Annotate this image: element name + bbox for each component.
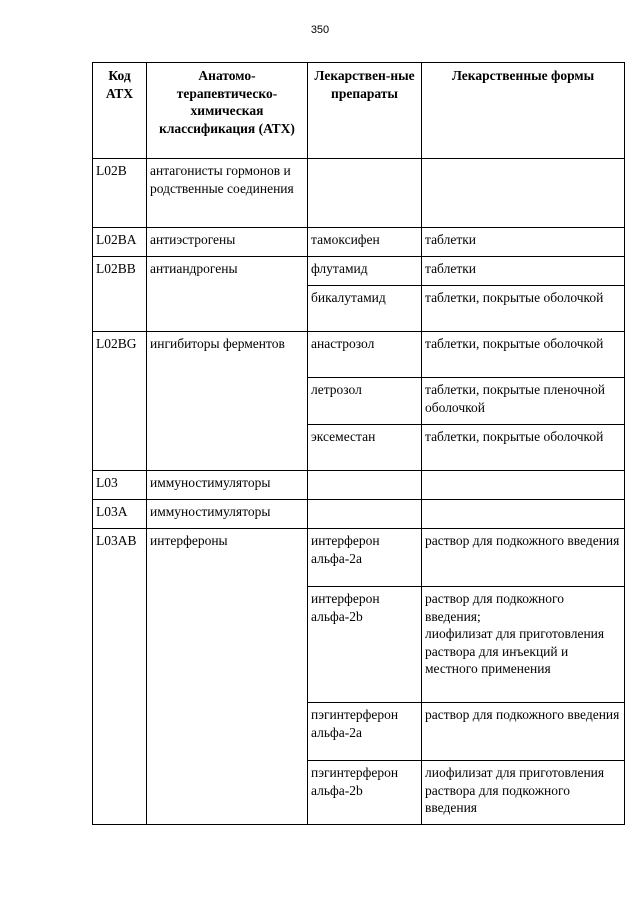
cell-form: лиофилизат для приготовления раствора для подкожного введения	[422, 761, 625, 825]
header-code: Код АТХ	[93, 63, 147, 159]
cell-drug: пэгинтерферон альфа-2b	[308, 761, 422, 825]
cell-code: L02BA	[93, 228, 147, 257]
cell-drug: летрозол	[308, 378, 422, 425]
cell-form: таблетки, покрытые оболочкой	[422, 286, 625, 332]
cell-drug: анастрозол	[308, 332, 422, 378]
header-row	[93, 63, 625, 159]
cell-drug: интерферон альфа-2b	[308, 587, 422, 703]
table-row	[93, 332, 625, 378]
cell-form	[422, 587, 625, 703]
page-number: 350	[310, 24, 330, 36]
cell-classification: интерфероны	[147, 529, 308, 825]
cell-code: L02B	[93, 159, 147, 228]
cell-drug: бикалутамид	[308, 286, 422, 332]
cell-drug	[308, 500, 422, 529]
header-classification: Анатомо-терапевтическо-химическая классификация (АТХ)	[147, 63, 308, 159]
cell-drug	[308, 471, 422, 500]
form-line: лиофилизат для приготовления раствора для инъекций и местного применения	[425, 626, 605, 676]
cell-code: L03A	[93, 500, 147, 529]
cell-classification: иммуностимуляторы	[147, 471, 308, 500]
cell-classification: иммуностимуляторы	[147, 500, 308, 529]
cell-form: таблетки, покрытые пленочной оболочкой	[422, 378, 625, 425]
cell-code: L02BB	[93, 257, 147, 332]
cell-classification: антиандрогены	[147, 257, 308, 332]
header-drugs: Лекарствен-ные препараты	[308, 63, 422, 159]
cell-classification: антиэстрогены	[147, 228, 308, 257]
form-line: раствор для подкожного введения;	[425, 591, 564, 624]
cell-classification: антагонисты гормонов и родственные соединения	[147, 159, 308, 228]
cell-form: таблетки, покрытые оболочкой	[422, 425, 625, 471]
cell-drug: тамоксифен	[308, 228, 422, 257]
table-row	[93, 228, 625, 257]
cell-code: L03AB	[93, 529, 147, 825]
cell-drug: эксеместан	[308, 425, 422, 471]
table-row	[93, 257, 625, 286]
table-row	[93, 500, 625, 529]
table-row	[93, 471, 625, 500]
cell-form	[422, 500, 625, 529]
cell-form: таблетки	[422, 257, 625, 286]
cell-drug: интерферон альфа-2a	[308, 529, 422, 587]
header-forms: Лекарственные формы	[422, 63, 625, 159]
cell-form: раствор для подкожного введения	[422, 703, 625, 761]
cell-drug	[308, 159, 422, 228]
table-row	[93, 529, 625, 587]
cell-code: L02BG	[93, 332, 147, 471]
cell-form: таблетки	[422, 228, 625, 257]
cell-classification: ингибиторы ферментов	[147, 332, 308, 471]
cell-form: раствор для подкожного введения	[422, 529, 625, 587]
atx-table	[92, 62, 625, 825]
cell-form: таблетки, покрытые оболочкой	[422, 332, 625, 378]
cell-drug: пэгинтерферон альфа-2a	[308, 703, 422, 761]
cell-drug: флутамид	[308, 257, 422, 286]
cell-form	[422, 471, 625, 500]
cell-form	[422, 159, 625, 228]
table-row	[93, 159, 625, 228]
cell-code: L03	[93, 471, 147, 500]
